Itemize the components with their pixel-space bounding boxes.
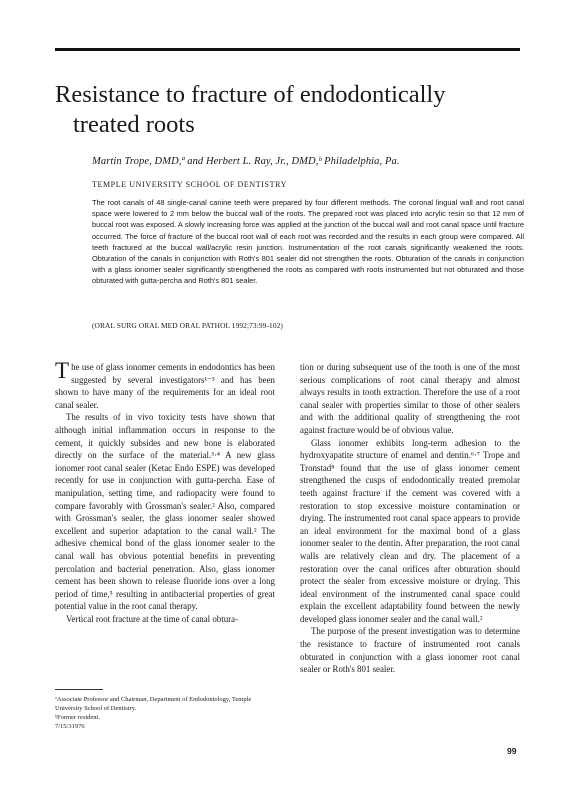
affiliation: TEMPLE UNIVERSITY SCHOOL OF DENTISTRY <box>92 180 287 189</box>
drop-cap: T <box>55 358 70 383</box>
title-line-1: Resistance to fracture of endodontically <box>55 81 446 108</box>
footnote-affiliation: ªAssociate Professor and Chairman, Department of Endodontology, Temple University School of Dentistry. <box>55 696 252 712</box>
footnote-code: 7/15/31976 <box>55 723 85 730</box>
left-paragraph-1 <box>55 358 275 411</box>
left-paragraph-3: Vertical root fracture at the time of canal obtura- <box>66 613 238 624</box>
citation: (ORAL SURG ORAL MED ORAL PATHOL 1992;73:99-102) <box>92 321 283 330</box>
footnote-separator <box>55 689 103 690</box>
article-title <box>55 80 525 140</box>
right-paragraph-1: tion or during subsequent use of the tooth is one of the most serious complications of root canal therapy and almost always results in tooth extraction. Therefore the use of a root canal sealer with properties similar to those of other sealers and with the additional quality of strengthening the root against fracture would be of obvious value. <box>300 362 520 435</box>
top-rule <box>55 48 520 51</box>
abstract <box>92 197 524 287</box>
left-paragraph-2: The results of in vivo toxicity tests have shown that although initial inflammation occurs in response to the cement, it quickly subsides and new bone is elaborated directly on the surface of the material.³·⁴ A new glass ionomer root canal sealer (Ketac Endo ESPE) was developed recently for use in conjunction with gutta-percha. Ease of manipulation, setting time, and radiopacity were found to compare favorably with Grossman's sealer.² Also, compared with Grossman's sealer, the glass ionomer sealer showed excellent and superior adaptation to the canal wall.² The adhesive chemical bond of the glass ionomer sealer to the canal wall has obvious potential benefits in preventing percolation and bacterial penetration. Also, glass ionomer cement has been shown to release fluoride ions over a long period of time,⁵ resulting in antibacterial properties of great potential value in the root canal therapy. <box>55 412 275 612</box>
right-paragraph-2: Glass ionomer exhibits long-term adhesion to the hydroxyapatite structure of enamel and dentin.⁶·⁷ Trope and Tronstad⁸ found that the use of glass ionomer cement strengthened the cusps of endodontically treated premolar teeth against fracture if the cement was covered with a restoration to stop excessive moisture contamination or drying. The instrumented root canal space appears to provide an ideal environment for the maximal bond of a glass ionomer sealer to the dentin. After preparation, the root canal walls are relatively clean and dry. The placement of a restoration over the canal orifices after obturation should protect the sealer from excessive moisture or drying. This ideal environment of the instrumented canal space could explain the excellent adaptability found between the newly developed glass ionomer sealer and the canal wall.² <box>300 437 520 624</box>
author-line: Martin Trope, DMD,ª and Herbert L. Ray, Jr., DMD,ᵇ Philadelphia, Pa. <box>92 156 400 167</box>
abstract-text: The root canals of 48 single-canal canine teeth were prepared by four different methods. The coronal lingual wall and root canal space were lowered to 2 mm below the buccal wall of the roots. The prepared root was placed into acrylic resin so that 12 mm of buccal root was exposed. A slowly increasing force was applied at the junction of the buccal wall and root canal space until fracture occurred. The force of fracture of the buccal root wall of each root was recorded and the results in each group were compared. All teeth fractured at the buccal wall/acrylic resin junction. Instrumentation of the root canals significantly weakened the roots. Obturation of the canals in conjunction with Roth's 801 sealer did not strengthen the roots. Obturation of the canals in conjunction with a glass ionomer sealer significantly strengthened the roots as compared with roots instrumented but not obturated and those obturated with gutta-percha and Roth's 801 sealer. <box>92 198 524 286</box>
left-paragraph-1-text: he use of glass ionomer cements in endodontics has been suggested by several investigators¹⁻³ and has been shown to have many of the requirements for an ideal root canal sealer. <box>55 362 275 410</box>
left-column <box>55 358 275 625</box>
footnote <box>55 689 275 731</box>
footnote-resident: ᵇFormer resident. <box>55 714 100 721</box>
right-paragraph-3: The purpose of the present investigation was to determine the resistance to fracture of instrumented root canals obturated in conjunction with a glass ionomer root canal sealer or Roth's 801 sealer. <box>300 626 520 675</box>
right-column <box>300 361 520 676</box>
title-line-2: treated roots <box>73 111 195 138</box>
page-number: 99 <box>507 746 517 756</box>
